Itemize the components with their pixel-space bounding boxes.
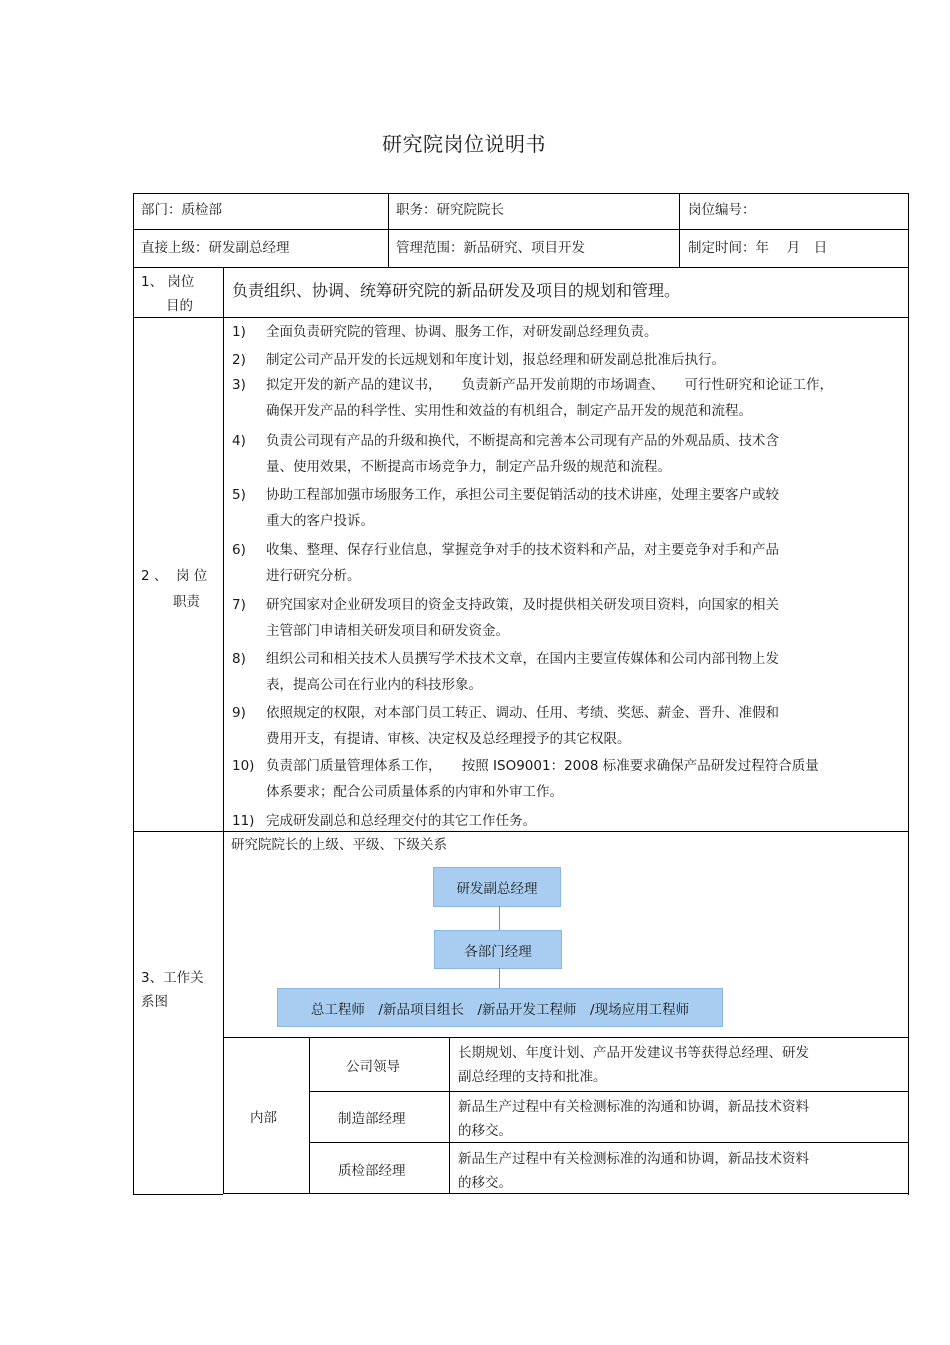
duty-text-cont: 主管部门申请相关研发项目和研发资金。 [266, 623, 509, 639]
section3-label [141, 966, 204, 1014]
duty-text: 研究国家对企业研发项目的资金支持政策，及时提供相关研发项目资料，向国家的相关 [266, 597, 779, 613]
section1-label-line1: 1、 岗位 [141, 274, 195, 290]
duty-item [232, 482, 892, 534]
section2-label-line1: 2 、 岗 位 [141, 568, 208, 584]
duty-item [232, 347, 892, 373]
org-box-dept-managers: 各部门经理 [434, 930, 562, 969]
duty-text: 组织公司和相关技术人员撰写学术技术文章，在国内主要宣传媒体和公司内部刊物上发 [266, 651, 779, 667]
duty-text-cont: 确保开发产品的科学性、实用性和效益的有机组合，制定产品开发的规范和流程。 [266, 403, 752, 419]
duty-text-cont: 体系要求；配合公司质量体系的内审和外审工作。 [266, 784, 563, 800]
org-box-subordinates: 总工程师 /新品项目组长 /新品开发工程师 /现场应用工程师 [277, 988, 723, 1027]
relation-desc-line: 的移交。 [458, 1175, 512, 1191]
relation-desc-line: 新品生产过程中有关检测标准的沟通和协调，新品技术资料 [458, 1151, 809, 1167]
post-number-field: 岗位编号： [688, 202, 756, 218]
position-field: 职务：研究院院长 [396, 202, 504, 218]
duty-number: 9) [232, 705, 246, 721]
section1-purpose: 负责组织、协调、统筹研究院的新品研发及项目的规划和管理。 [232, 281, 681, 300]
section1-label [141, 270, 194, 318]
relation-desc-line: 的移交。 [458, 1123, 512, 1139]
relation-desc [458, 1095, 809, 1143]
diagram-title: 研究院院长的上级、平级、下级关系 [231, 837, 447, 853]
relation-desc [458, 1147, 809, 1195]
duty-number: 6) [232, 542, 246, 558]
duty-item [232, 700, 892, 752]
document-title: 研究院岗位说明书 [382, 132, 546, 156]
section3-label-line1: 3、工作关 [141, 970, 204, 986]
section2-label [141, 563, 207, 615]
relation-role: 公司领导 [346, 1059, 400, 1075]
duty-item [232, 372, 892, 424]
duty-number: 4) [232, 433, 246, 449]
duty-item [232, 646, 892, 698]
duty-text-cont: 进行研究分析。 [266, 568, 361, 584]
superior-field: 直接上级：研发副总经理 [141, 240, 290, 256]
relation-desc-line: 新品生产过程中有关检测标准的沟通和协调，新品技术资料 [458, 1099, 809, 1115]
relation-desc-line: 长期规划、年度计划、产品开发建议书等获得总经理、研发 [458, 1045, 809, 1061]
duty-number: 7) [232, 597, 246, 613]
date-field: 制定时间：年 月 日 [688, 240, 828, 256]
duty-number: 1) [232, 324, 246, 340]
org-connector [499, 906, 500, 930]
duty-number: 2) [232, 352, 246, 368]
duty-text: 制定公司产品开发的长远规划和年度计划，报总经理和研发副总批准后执行。 [266, 352, 725, 368]
duty-item [232, 319, 892, 345]
duty-item [232, 808, 892, 834]
section1-label-line2: 目的 [166, 298, 193, 314]
duty-item [232, 428, 892, 480]
duty-item [232, 537, 892, 589]
duty-number: 3) [232, 377, 246, 393]
section3-label-line2: 系图 [141, 994, 168, 1010]
duty-text: 负责部门质量管理体系工作， 按照 ISO9001：2008 标准要求确保产品研发过程符合质量 [266, 758, 819, 774]
relation-role: 质检部经理 [338, 1163, 406, 1179]
duty-text-cont: 表，提高公司在行业内的科技形象。 [266, 677, 482, 693]
duty-text-cont: 费用开支，有提请、审核、决定权及总经理授予的其它权限。 [266, 731, 631, 747]
duty-number: 10) [232, 758, 255, 774]
relation-desc-line: 副总经理的支持和批准。 [458, 1069, 607, 1085]
duty-number: 8) [232, 651, 246, 667]
duty-text: 收集、整理、保存行业信息，掌握竞争对手的技术资料和产品，对主要竞争对手和产品 [266, 542, 779, 558]
duty-text: 依照规定的权限，对本部门员工转正、调动、任用、考绩、奖惩、薪金、晋升、准假和 [266, 705, 779, 721]
duty-text: 负责公司现有产品的升级和换代，不断提高和完善本公司现有产品的外观品质、技术含 [266, 433, 779, 449]
duty-item [232, 592, 892, 644]
internal-label: 内部 [250, 1110, 277, 1126]
duty-text-cont: 量、使用效果，不断提高市场竞争力，制定产品升级的规范和流程。 [266, 459, 671, 475]
duty-number: 11) [232, 813, 255, 829]
duty-text: 完成研发副总和总经理交付的其它工作任务。 [266, 813, 536, 829]
duty-text-cont: 重大的客户投诉。 [266, 513, 374, 529]
section2-label-line2: 职责 [173, 594, 200, 610]
duty-number: 5) [232, 487, 246, 503]
relation-desc [458, 1041, 809, 1089]
scope-field: 管理范围：新品研究、项目开发 [396, 240, 585, 256]
org-connector [499, 968, 500, 988]
department-field: 部门：质检部 [141, 202, 222, 218]
duty-text: 拟定开发的新产品的建议书， 负责新产品开发前期的市场调查、 可行性研究和论证工作， [266, 377, 833, 393]
duty-item [232, 753, 892, 805]
org-box-vp-rd: 研发副总经理 [433, 867, 561, 907]
duty-text: 协助工程部加强市场服务工作，承担公司主要促销活动的技术讲座，处理主要客户或较 [266, 487, 779, 503]
duty-text: 全面负责研究院的管理、协调、服务工作，对研发副总经理负责。 [266, 324, 658, 340]
relation-role: 制造部经理 [338, 1111, 406, 1127]
